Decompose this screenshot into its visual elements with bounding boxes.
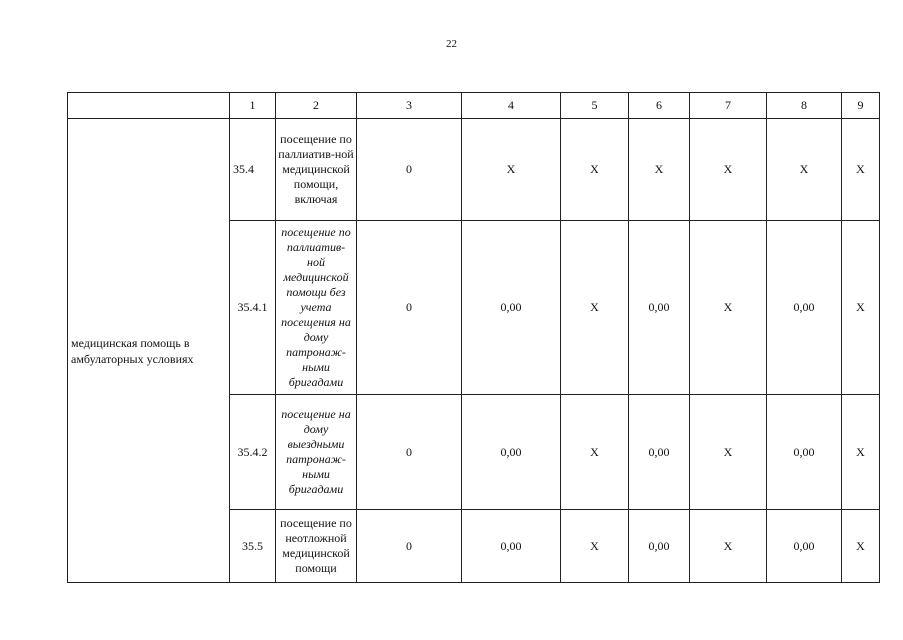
header-cell: 5: [561, 93, 629, 119]
row-code: 35.5: [230, 510, 276, 583]
cell-col-3: 0: [357, 119, 462, 221]
header-cell: 1: [230, 93, 276, 119]
cell-col-5: X: [561, 395, 629, 510]
data-table: [67, 92, 880, 583]
header-cell: 8: [767, 93, 842, 119]
cell-col-3: 0: [357, 395, 462, 510]
table-row: [68, 119, 880, 221]
row-code: 35.4.2: [230, 395, 276, 510]
header-cell: [68, 93, 230, 119]
cell-col-9: X: [842, 221, 880, 395]
header-cell: 7: [690, 93, 767, 119]
cell-col-6: 0,00: [629, 395, 690, 510]
row-description: посещение по неотложной медицинской помощи: [276, 510, 357, 583]
cell-col-5: X: [561, 510, 629, 583]
cell-col-8: 0,00: [767, 395, 842, 510]
cell-col-8: 0,00: [767, 510, 842, 583]
table-header-row: [68, 93, 880, 119]
section-label: медицинская помощь в амбулаторных условиях: [68, 119, 230, 583]
cell-col-9: X: [842, 510, 880, 583]
cell-col-6: X: [629, 119, 690, 221]
header-cell: 2: [276, 93, 357, 119]
header-cell: 6: [629, 93, 690, 119]
cell-col-4: 0,00: [462, 395, 561, 510]
cell-col-4: 0,00: [462, 221, 561, 395]
row-description: посещение на дому выездными патронаж-ными бригадами: [276, 395, 357, 510]
cell-col-5: X: [561, 119, 629, 221]
cell-col-7: X: [690, 119, 767, 221]
cell-col-4: X: [462, 119, 561, 221]
cell-col-7: X: [690, 510, 767, 583]
cell-col-3: 0: [357, 221, 462, 395]
row-description: посещение по паллиатив-ной медицинской помощи, включая: [276, 119, 357, 221]
cell-col-9: X: [842, 119, 880, 221]
cell-col-8: 0,00: [767, 221, 842, 395]
cell-col-8: X: [767, 119, 842, 221]
cell-col-4: 0,00: [462, 510, 561, 583]
cell-col-3: 0: [357, 510, 462, 583]
cell-col-6: 0,00: [629, 510, 690, 583]
row-code: 35.4: [230, 119, 276, 221]
cell-col-6: 0,00: [629, 221, 690, 395]
cell-col-7: X: [690, 221, 767, 395]
header-cell: 3: [357, 93, 462, 119]
cell-col-9: X: [842, 395, 880, 510]
header-cell: 9: [842, 93, 880, 119]
page-number: 22: [446, 38, 457, 50]
cell-col-7: X: [690, 395, 767, 510]
header-cell: 4: [462, 93, 561, 119]
cell-col-5: X: [561, 221, 629, 395]
row-code: 35.4.1: [230, 221, 276, 395]
row-description: посещение по паллиатив-ной медицинской помощи без учета посещения на дому патронаж-ными бригадами: [276, 221, 357, 395]
